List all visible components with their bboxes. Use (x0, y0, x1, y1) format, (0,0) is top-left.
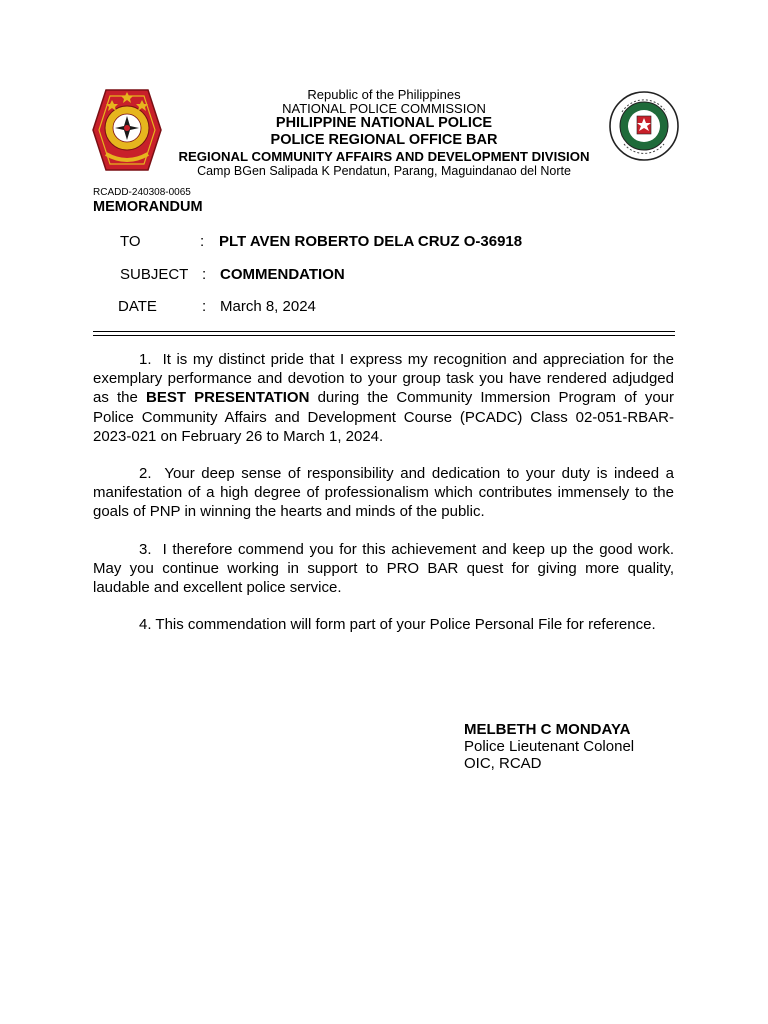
date-label: DATE (118, 298, 157, 315)
signatory-position: OIC, RCAD (464, 755, 542, 772)
memo-type: MEMORANDUM (93, 199, 203, 215)
paragraph-2: 2. Your deep sense of responsibility and dedication to your duty is indeed a manifestation of a high degree of professionalism which contributes immensely to the goals of PNP in winning the hearts and minds of the public. (93, 465, 674, 521)
subject-value: COMMENDATION (220, 266, 345, 283)
paragraph-1: 1. It is my distinct pride that I express my recognition and appreciation for the exemplary performance and devotion to your group task you have rendered adjudged as the BEST PRESENTATION during the Community Immersion Program of your Police Community Affairs and Development Course (PCADC) Class 02-051-RBAR-2023-021 on February 26 to March 1, 2024. (93, 351, 674, 445)
paragraph-number: 4. (139, 616, 152, 633)
paragraph-number: 1. (139, 351, 152, 368)
to-label: TO (120, 233, 141, 250)
to-colon: : (200, 233, 205, 250)
paragraph-4: 4. This commendation will form part of your Police Personal File for reference. (139, 616, 656, 633)
header-pnp: PHILIPPINE NATIONAL POLICE (275, 115, 493, 131)
paragraph-number: 3. (139, 541, 152, 558)
control-number: RCADD-240308-0065 (93, 187, 191, 198)
subject-colon: : (202, 266, 207, 283)
header-republic: Republic of the Philippines (307, 87, 461, 102)
paragraph-number: 2. (139, 465, 152, 482)
divider-line-top (93, 331, 675, 332)
signatory-rank: Police Lieutenant Colonel (464, 738, 635, 755)
date-colon: : (202, 298, 207, 315)
header-address: Camp BGen Salipada K Pendatun, Parang, Maguindanao del Norte (197, 164, 571, 178)
paragraph-3: 3. I therefore commend you for this achievement and keep up the good work. May you continue working in support to PRO BAR quest for giving more quality, laudable and excellent police service. (93, 541, 674, 597)
award-title: BEST PRESENTATION (145, 389, 310, 407)
header-napolcom: NATIONAL POLICE COMMISSION (282, 101, 486, 116)
to-value: PLT AVEN ROBERTO DELA CRUZ O-36918 (219, 233, 523, 250)
signatory-name: MELBETH C MONDAYA (464, 721, 631, 738)
date-value: March 8, 2024 (220, 298, 316, 315)
header-division: REGIONAL COMMUNITY AFFAIRS AND DEVELOPMENT DIVISION (178, 149, 590, 164)
header-regional-office: POLICE REGIONAL OFFICE BAR (270, 132, 498, 148)
subject-label: SUBJECT (120, 266, 189, 283)
divider-line-bottom (93, 335, 675, 336)
